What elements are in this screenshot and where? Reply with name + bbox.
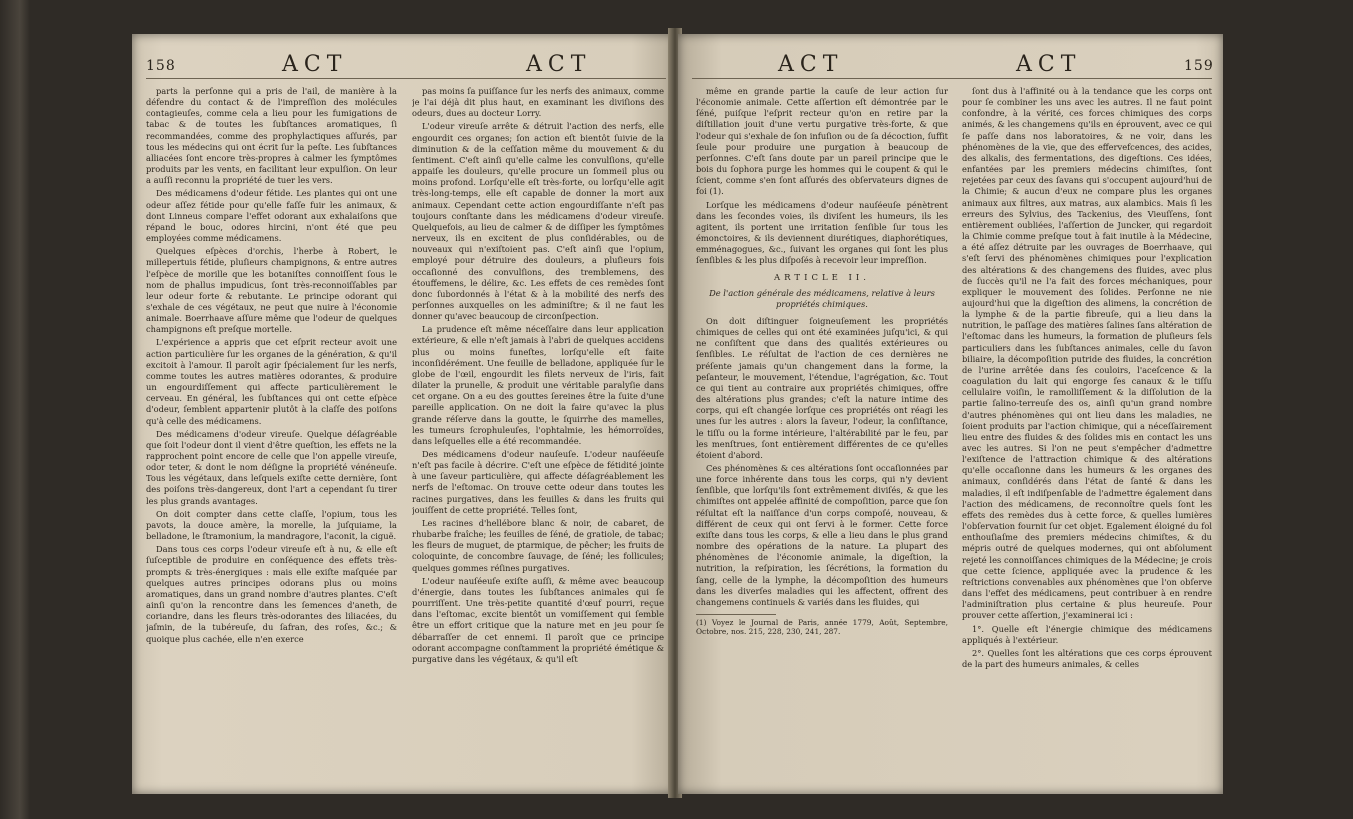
- left-col2-paragraph: L'odeur vireuſe arrête & détruit l'action des nerfs, elle engourdit ces organes; ſon action eſt bientôt ſuivie de la diminution & de la ceſſation même du mouvement & du ſentiment. C'eſt ainſi qu'elle calme les convulſions, qu'elle appaiſe les douleurs, qu'elle procure un ſommeil plus ou moins profond. Lorſqu'elle eſt très-forte, ou lorſqu'elle agit très-long-temps, elle eſt capable de donner la mort aux animaux. Cependant cette action engourdiſſante n'eſt pas toujours conſtante dans les médicamens d'odeur vireuſe. Quelquefois, au lieu de calmer & de diſſiper les ſymptômes nerveux, ils en excitent de plus conſidérables, ou de nouveaux qui n'exiſtoient pas. C'eſt ainſi que l'opium, employé pour détruire des douleurs, a pluſieurs fois occaſionné des convulſions, des tremblemens, des étouffemens, le délire, &c. Les effets de ces remèdes ſont donc ſubordonnés à l'état & à la mobilité des nerfs des perſonnes auxquelles on les adminiſtre; & il ne faut les donner qu'avec beaucoup de circonſpection.: [412, 121, 664, 322]
- left-head-word-2: ACT: [526, 52, 592, 77]
- right-col1-body: [696, 316, 948, 608]
- right-col1-intro-paragraph: Lorſque les médicamens d'odeur nauſéeuſe pénètrent dans les ſecondes voies, ils diviſent les humeurs, ils les agitent, ils portent une irritation ſenſible ſur tous les émonctoires, & ils deviennent diurétiques, diaphorétiques, emménagogues, &c., ſuivant les organes qui ſont les plus ſenſibles & les plus diſpoſés à recevoir leur impreſſion.: [696, 199, 948, 266]
- left-col2-paragraph: L'odeur nauſéeuſe exiſte auſſi, & même avec beaucoup d'énergie, dans toutes les ſubſtances animales qui ſe pourriſſent. Une très-petite quantité d'œuf pourri, reçue dans l'eſtomac, excite bientôt un vomiſſement qui ſemble être un effort critique que la nature met en jeu pour ſe débarraſſer de cet ennemi. Il paroît que ce principe odorant accompagne conſtamment la propriété émétique & purgative dans les végétaux, & qu'il eſt: [412, 575, 664, 664]
- right-running-head: [678, 52, 1223, 78]
- left-page: [132, 34, 675, 794]
- left-col1-paragraph: L'expérience a appris que cet eſprit recteur avoit une action particulière ſur les organes de la génération, & qu'il excitoit à l'amour. Il paroît agir ſpécialement ſur les nerfs, comme toutes les autres matières odorantes, & produire un engourdiſſement qui affecte particulièrement le cerveau. En général, les ſubſtances qui ont cette eſpèce d'odeur, ſemblent appartenir plutôt à la claſſe des poiſons qu'à celle des médicamens.: [146, 337, 397, 426]
- article-subtitle: De l'action générale des médicamens, relative à leurs propriétés chimiques.: [709, 287, 935, 309]
- left-col2-paragraph: Les racines d'hellébore blanc & noir, de cabaret, de rhubarbe fraîche; les feuilles de ſéné, de gratiole, de tabac; les fleurs de muguet, de ptarmique, de pêcher; les fruits de coloquinte, de concombre ſauvage, de ſéné; les follicules; quelques gommes réſines purgatives.: [412, 517, 664, 573]
- left-col1-paragraph: Dans tous ces corps l'odeur vireuſe eſt à nu, & elle eſt ſuſceptible de produire en conſéquence des effets très-prompts & très-énergiques : mais elle exiſte maſquée par quelques autres principes odorans plus ou moins aromatiques, dans un grand nombre d'autres plantes. C'eſt ainſi qu'on la rencontre dans les ſemences d'aneth, de coriandre, dans les fleurs très-odorantes des liliacées, du jaſmin, de la tubéreuſe, du ſafran, des roſes, &c.; & quoique plus cachée, elle n'en exerce: [146, 544, 397, 644]
- left-col1-paragraph: Des médicamens d'odeur vireuſe. Quelque déſagréable que ſoit l'odeur dont il vient d'être queſtion, les effets ne la rapprochent point encore de celle que l'on appelle vireuſe, odor teter, & dont le nom déſigne la propriété vénéneuſe. Tous les végétaux, dans leſquels exiſte cette dernière, ſont des poiſons très-dangereux, dont l'art a cependant ſu tirer les plus grands avantages.: [146, 428, 397, 506]
- left-column-2: [412, 86, 664, 786]
- left-running-head: [132, 52, 675, 78]
- right-col2-paragraph: 1°. Quelle eſt l'énergie chimique des médicamens appliqués à l'extérieur.: [962, 623, 1212, 645]
- right-col2-paragraph: ſont dus à l'affinité ou à la tendance que les corps ont pour ſe combiner les uns avec les autres. Il ne faut point confondre, à la vérité, ces forces chimiques des corps animés, & les changemens qu'ils en éprouvent, avec ce qui ſe paſſe dans nos laboratoires, & ne voir, dans les phénomènes de la vie, que des effervefcences, des acides, des alkalis, des fermentations, des digeſtions. Ces idées, enfantées par les premiers médecins chimiſtes, ſont rejetées par ceux des ſavans qui s'occupent aujourd'hui de la Chimie; & aucun d'eux ne compare plus les organes animaux aux filtres, aux matras, aux alambics. Mais ſi les erreurs des Sylvius, des Tackenius, des Vieuſſens, ſont entièrement oubliées, l'aſſertion de Juncker, qui regardoit la Chimie comme preſque tout à fait inutile à la Médecine, a été aſſez détruite par les ouvrages de Boerrhaave, qui s'eſt ſervi des phénomènes chimiques pour l'explication des altérations & des changemens des fluides, avec plus de ſuccès qu'il ne l'a fait des forces méchaniques, pour expliquer le mouvement des ſolides. Perſonne ne nie aujourd'hui que la digeſtion des alimens, la concrétion de la lymphe & de la partie fibreuſe, qui a lieu dans la nutrition, le paſſage des matières ſalines ſans altération de l'eſtomac dans les humeurs, la formation de pluſieurs ſels particuliers dans les ſubſtances animales, celle du ſavon biliaire, la décompoſition putride des fluides, la concrétion de l'urine arrêtée dans ſes couloirs, l'aceſcence & la coagulation du lait qui engorge ſes canaux & le tiſſu cellulaire voiſin, le ramolliſſement & la diſſolution de la partie ſalino-terreuſe des os, ainſi qu'un grand nombre d'autres phénomènes qui ont lieu dans les maladies, ne ſoient produits par l'action chimique, qui a néceſſairement lieu entre des fluides & des ſolides mis en contact les uns avec les autres. Si l'on ne peut s'empêcher d'admettre l'exiſtence de l'attraction chimique & des altérations qu'elle occaſionne dans les humeurs & les organes des animaux, conſidérés dans l'état de ſanté & dans les maladies, il eſt indiſpenſable de l'admettre également dans l'action des médicamens, de reconnoître quels ſont les effets des remèdes dus à cette force, & quelles lumières l'obſervation fournit ſur cet objet. Egalement éloigné du fol enthouſiaſme des premiers médecins chimiſtes, & du mépris outré de quelques modernes, qui ont abſolument rejeté les connoiſſances chimiques de la Médecine; je crois que cette ſcience, appliquée avec la prudence & les reſtrictions convenables aux phénomènes que l'on obſerve dans l'effet des médicamens, peut contribuer à en rendre l'adminiſtration plus certaine & plus heureuſe. Pour prouver cette aſſertion, j'examinerai ici :: [962, 86, 1212, 621]
- left-col2-paragraph: La prudence eſt même néceſſaire dans leur application extérieure, & elle n'eſt jamais à l'abri de quelques accidens plus ou moins funeſtes, lorſqu'elle eſt faite inconſidérément. Une feuille de belladone, appliquée ſur le globe de l'œil, engourdit les filets nerveux de l'iris, fait dilater la prunelle, & produit une véritable paralyſie dans cet organe. On a eu des gouttes ſereines être la ſuite d'une pareille application. On ne doit la faire qu'avec la plus grande réſerve dans la goutte, le ſquirrhe des mamelles, les tumeurs ſcrophuleuſes, l'ophtalmie, les hémorroïdes, dans leſquelles elle a été recommandée.: [412, 324, 664, 446]
- left-col1-paragraph: Quelques eſpèces d'orchis, l'herbe à Robert, le millepertuis fétide, pluſieurs champignons, & entre autres l'eſpèce de morille que les botaniſtes connoiſſent ſous le nom de phallus impudicus, ſont très-reconnoiſſables par leur odeur forte & rebutante. Le principe odorant qui s'exhale de ces végétaux, ne peut que nuire à l'économie animale. Boerrhaave aſſure même que l'odeur de quelques champignons eſt preſque mortelle.: [146, 246, 397, 335]
- right-head-word-1: ACT: [778, 52, 844, 77]
- left-page-number: 158: [146, 58, 176, 74]
- left-col1-paragraph: parts la perſonne qui a pris de l'ail, de manière à la défendre du contact & de l'impreſſion des molécules contagieuſes, comme cela a lieu pour les fumigations de tabac & de toutes les ſubſtances aromatiques, ſi recommandées, comme des prophylactiques aſſurés, par tous les médecins qui ont écrit ſur la peſte. Les ſubſtances alliacées ſont encore très-propres à calmer les ſymptômes produits par les vents, en facilitant leur expulſion. On leur a auſſi reconnu la propriété de tuer les vers.: [146, 86, 397, 186]
- right-col1-intro-paragraph: même en grande partie la cauſe de leur action ſur l'économie animale. Cette aſſertion eſt démontrée par le ſéné, puiſque l'eſprit recteur qu'on en retire par la diſtillation jouit d'une vertu purgative très-forte, & que l'odeur qui s'exhale de ſon infuſion ou de ſa décoction, ſuffit ſeule pour produire une purgation à beaucoup de perſonnes. C'eſt ſans doute par un pareil principe que le bois du ſophora purge les hommes qui le coupent & qui le ſcient, comme s'en ſont aſſurés des obſervateurs dignes de foi (1).: [696, 86, 948, 197]
- footnote-rule: [696, 614, 776, 615]
- left-column-1: [146, 86, 397, 786]
- left-col2-paragraph: Des médicamens d'odeur nauſeuſe. L'odeur nauſéeuſe n'eſt pas facile à décrire. C'eſt une eſpèce de fétidité jointe à une ſaveur particulière, qui affecte déſagréablement les nerfs de l'eſtomac. On trouve cette odeur dans toutes les racines purgatives, dans les feuilles & dans les fruits qui jouiſſent de cette propriété. Telles ſont,: [412, 449, 664, 515]
- left-head-word-1: ACT: [282, 52, 348, 77]
- left-col2-paragraph: pas moins ſa puiſſance ſur les nerfs des animaux, comme je l'ai déjà dit plus haut, en examinant les diviſions des odeurs, dues au docteur Lorry.: [412, 86, 664, 119]
- left-head-rule: [146, 78, 666, 79]
- left-col1-paragraph: On doit compter dans cette claſſe, l'opium, tous les pavots, la douce amère, la morelle, la juſquiame, la belladone, le ſtramonium, la mandragore, l'aconit, la ciguë.: [146, 508, 397, 542]
- right-page: [678, 34, 1223, 794]
- right-col2-paragraph: 2°. Quelles ſont les altérations que ces corps éprouvent de la part des humeurs animales, & celles: [962, 647, 1212, 669]
- left-col1-paragraph: Des médicamens d'odeur fétide. Les plantes qui ont une odeur aſſez fétide pour qu'elle faſſe fuir les animaux, & dont Linneus compare l'effet odorant aux exhalaiſons que répand le bouc, odores hircini, n'ont été que peu employées comme médicamens.: [146, 188, 397, 244]
- right-col1-intro: [696, 86, 948, 267]
- right-page-number: 159: [1184, 58, 1214, 74]
- right-col1-body-paragraph: Ces phénomènes & ces altérations ſont occaſionnées par une force inhérente dans tous les corps, qui n'y devient ſenſible, que lorſqu'ils ſont extrêmement diviſés, & que les chimiſtes ont appelée affinité de compoſition, parce que ſon réſultat eſt la naiſſance d'un corps compoſé, nouveau, & différent de ceux qui ont ſervi à le former. Cette force exiſte dans tous les corps, & elle a lieu dans le plus grand nombre des opérations de la nature. La plupart des phénomènes de l'économie animale, la digeſtion, la nutrition, la reſpiration, les ſécrétions, la formation du ſang, celle de la lymphe, la décompoſition des humeurs dans les diverſes maladies qui les affectent, offrent des changemens continuels & variés dans les fluides, qui: [696, 463, 948, 607]
- right-head-rule: [692, 78, 1212, 79]
- right-head-word-2: ACT: [1016, 52, 1082, 77]
- right-column-2: [962, 86, 1212, 786]
- article-title: ARTICLE II.: [774, 272, 870, 283]
- right-column-1: [696, 86, 948, 786]
- right-col1-body-paragraph: On doit diſtinguer ſoigneuſement les propriétés chimiques de celles qui ont été examinées juſqu'ici, & qui ne conſiſtent que dans des qualités extérieures ou ſenſibles. Le réſultat de l'action de ces dernières ne préſente jamais qu'un changement dans la forme, la peſanteur, le mouvement, l'étendue, l'agrégation, &c. Tout ce qui tient au contraire aux propriétés chimiques, offre des altérations plus grandes; c'eſt la nature intime des corps, qui eſt changée lorſque ces propriétés ont réagi les unes ſur les autres : alors la ſaveur, l'odeur, la conſiſtance, le tiſſu ou la forme intérieure, l'altérabilité par le feu, par les menſtrues, ſont entièrement différentes de ce qu'elles étoient d'abord.: [696, 315, 948, 460]
- footnote: (1) Voyez le Journal de Paris, année 1779, Août, Septembre, Octobre, nos. 215, 228, 230, 241, 287.: [696, 618, 948, 637]
